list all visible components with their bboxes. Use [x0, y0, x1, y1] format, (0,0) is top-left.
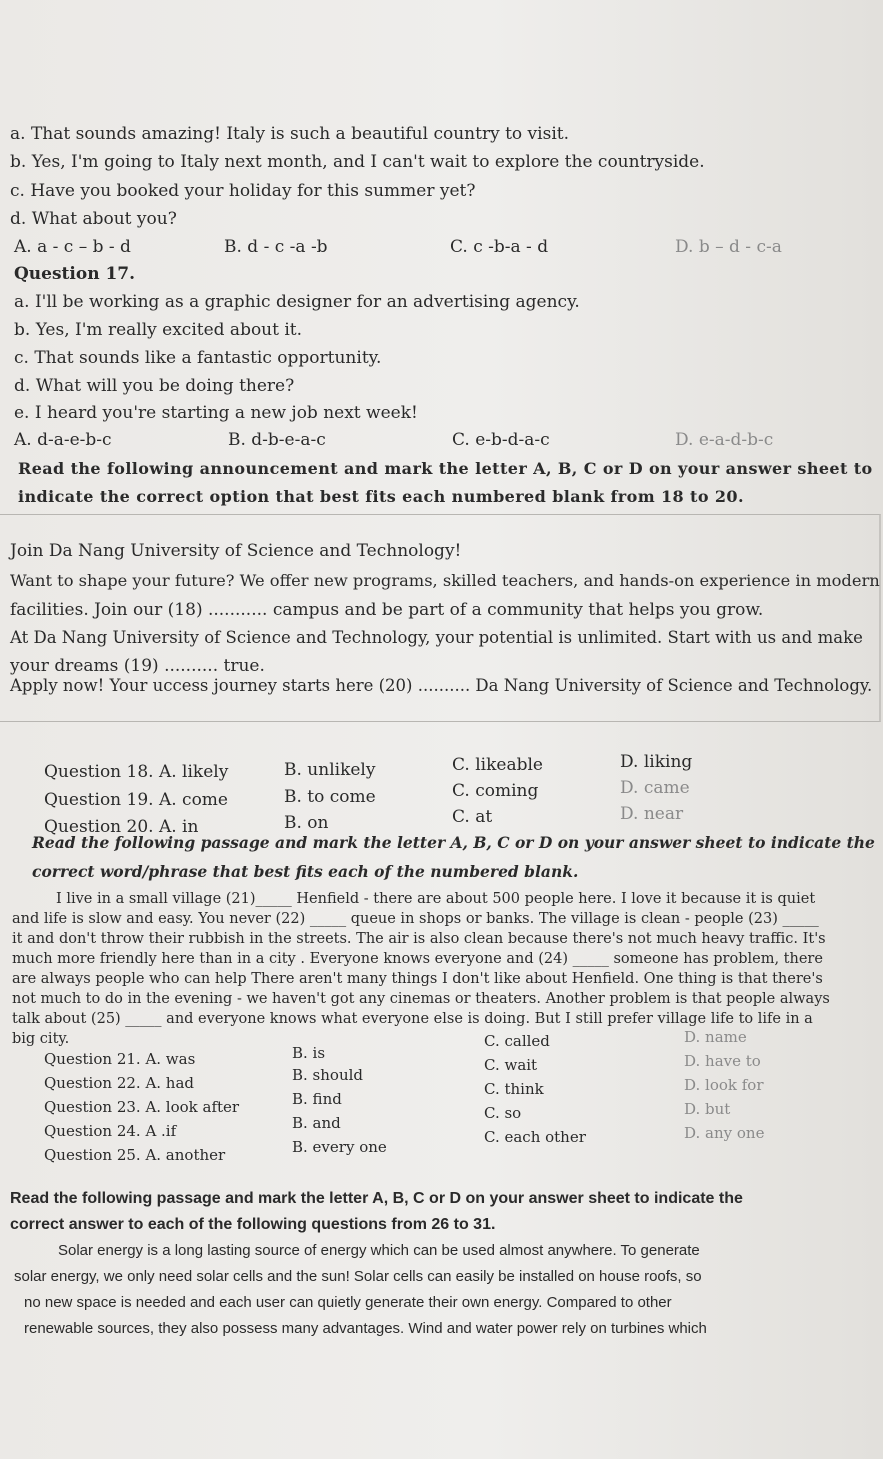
passage2-line-3: no new space is needed and each user can quietly generate their own energy. Compared to other [24, 1294, 672, 1311]
passage1-line-1: I live in a small village (21)_____ Henfield - there are about 500 people here. I love it because it is quiet [56, 891, 816, 907]
q24-option-a: Question 24. A .if [44, 1122, 177, 1140]
q17-item-c: c. That sounds like a fantastic opportunity. [14, 348, 382, 368]
passage2-line-1: Solar energy is a long lasting source of energy which can be used almost anywhere. To generate [58, 1242, 700, 1259]
q18-option-a: Question 18. A. likely [44, 762, 229, 782]
q17-item-d: d. What will you be doing there? [14, 376, 295, 396]
announcement-line-5: Apply now! Your uccess journey starts here (20) .......... Da Nang University of Science and Technology. [10, 676, 873, 695]
q20-option-a: Question 20. A. in [44, 817, 199, 837]
q23-option-c: C. think [484, 1080, 544, 1098]
q18-option-b: B. unlikely [284, 760, 376, 780]
announcement-line-2: facilities. Join our (18) ........... campus and be part of a community that helps you grow. [10, 600, 764, 620]
instruction-26-31-line2: correct answer to each of the following questions from 26 to 31. [10, 1216, 496, 1233]
q17-option-d: D. e-a-d-b-c [675, 430, 774, 450]
q21-option-a: Question 21. A. was [44, 1050, 196, 1068]
q19-option-d: D. came [620, 778, 690, 798]
announcement-title: Join Da Nang University of Science and Technology! [10, 541, 462, 561]
passage1-line-7: talk about (25) _____ and everyone knows what everyone else is doing. But I still prefer village life to life in a [12, 1011, 813, 1027]
q25-option-d: D. any one [684, 1124, 765, 1142]
passage1-line-2: and life is slow and easy. You never (22) _____ queue in shops or banks. The village is clean - people (23) _____ [12, 911, 819, 927]
q19-option-a: Question 19. A. come [44, 790, 228, 810]
q24-option-b: B. and [292, 1114, 341, 1132]
q16-option-a: A. a - c – b - d [14, 237, 131, 257]
q24-option-d: D. but [684, 1100, 731, 1118]
passage1-line-4: much more friendly here than in a city . Everyone knows everyone and (24) _____ someone has problem, there [12, 951, 823, 967]
announcement-line-1: Want to shape your future? We offer new programs, skilled teachers, and hands-on experience in modern [10, 571, 880, 590]
instruction-21-25-line2: correct word/phrase that best fits each of the numbered blank. [32, 862, 579, 881]
q25-option-b: B. every one [292, 1138, 387, 1156]
q17-item-b: b. Yes, I'm really excited about it. [14, 320, 303, 340]
instruction-26-31-line1: Read the following passage and mark the letter A, B, C or D on your answer sheet to indicate the [10, 1190, 743, 1207]
q16-option-b: B. d - c -a -b [224, 237, 328, 257]
q22-option-d: D. have to [684, 1052, 761, 1070]
q22-option-c: C. wait [484, 1056, 538, 1074]
announcement-line-4: your dreams (19) .......... true. [10, 656, 265, 676]
q25-option-c: C. each other [484, 1128, 586, 1146]
q23-option-a: Question 23. A. look after [44, 1098, 240, 1116]
q22-option-a: Question 22. A. had [44, 1074, 195, 1092]
passage1-line-5: are always people who can help There aren't many things I don't like about Henfield. One thing is that there's [12, 971, 823, 987]
announcement-line-3: At Da Nang University of Science and Technology, your potential is unlimited. Start with us and make [10, 628, 863, 647]
q18-option-c: C. likeable [452, 755, 543, 775]
q16-item-d: d. What about you? [10, 209, 177, 229]
q17-option-c: C. e-b-d-a-c [452, 430, 550, 450]
passage2-line-2: solar energy, we only need solar cells and the sun! Solar cells can easily be installed on house roofs, so [14, 1268, 702, 1285]
passage1-line-6: not much to do in the evening - we haven't got any cinemas or theaters. Another problem is that people always [12, 991, 830, 1007]
passage1-line-8: big city. [12, 1031, 70, 1047]
q16-item-a: a. That sounds amazing! Italy is such a beautiful country to visit. [10, 124, 569, 144]
q20-option-c: C. at [452, 807, 493, 827]
q19-option-c: C. coming [452, 781, 539, 801]
q22-option-b: B. should [292, 1066, 364, 1084]
q17-option-b: B. d-b-e-a-c [228, 430, 326, 450]
q17-item-e: e. I heard you're starting a new job next week! [14, 403, 418, 423]
q18-option-d: D. liking [620, 752, 693, 772]
q17-heading: Question 17. [14, 264, 136, 284]
q16-item-b: b. Yes, I'm going to Italy next month, and I can't wait to explore the countryside. [10, 152, 705, 172]
q21-option-d: D. name [684, 1028, 747, 1046]
q20-option-b: B. on [284, 813, 329, 833]
q19-option-b: B. to come [284, 787, 376, 807]
instruction-18-20-line2: indicate the correct option that best fits each numbered blank from 18 to 20. [18, 487, 744, 506]
q21-option-c: C. called [484, 1032, 550, 1050]
passage1-line-3: it and don't throw their rubbish in the streets. The air is also clean because there's not much heavy traffic. It's [12, 931, 826, 947]
q23-option-d: D. look for [684, 1076, 764, 1094]
q16-option-d: D. b – d - c-a [675, 237, 782, 257]
q17-item-a: a. I'll be working as a graphic designer for an advertising agency. [14, 292, 580, 312]
announcement-box [0, 514, 881, 722]
q23-option-b: B. find [292, 1090, 342, 1108]
q20-option-d: D. near [620, 804, 684, 824]
q25-option-a: Question 25. A. another [44, 1146, 226, 1164]
q24-option-c: C. so [484, 1104, 522, 1122]
instruction-21-25-line1: Read the following passage and mark the letter A, B, C or D on your answer sheet to indicate the [32, 833, 875, 852]
q16-item-c: c. Have you booked your holiday for this summer yet? [10, 181, 476, 201]
passage2-line-4: renewable sources, they also possess many advantages. Wind and water power rely on turbines which [24, 1320, 707, 1337]
q21-option-b: B. is [292, 1044, 326, 1062]
q16-option-c: C. c -b-a - d [450, 237, 549, 257]
q17-option-a: A. d-a-e-b-c [14, 430, 112, 450]
instruction-18-20-line1: Read the following announcement and mark the letter A, B, C or D on your answer sheet to [18, 459, 873, 478]
